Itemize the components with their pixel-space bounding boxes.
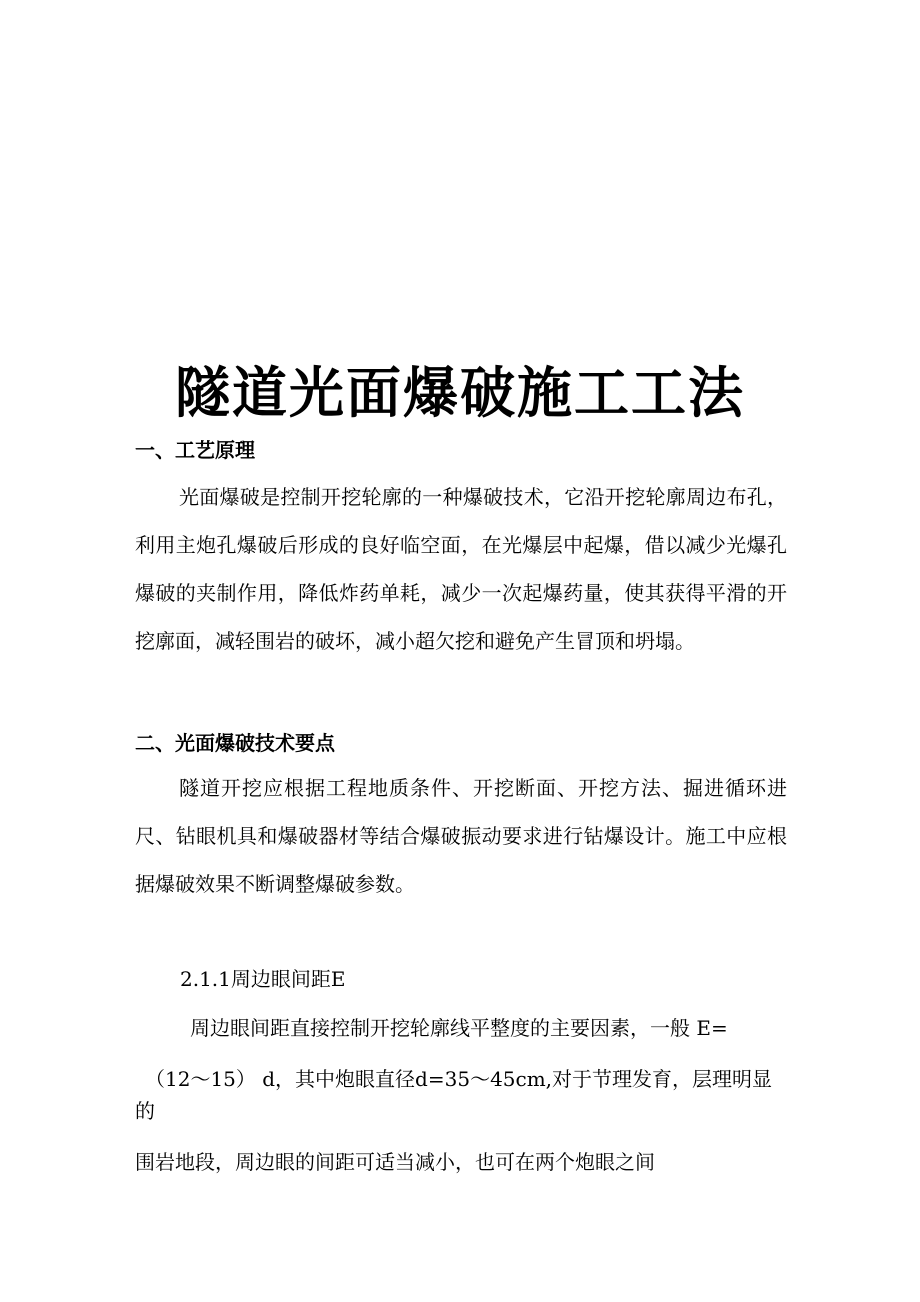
section-2-heading: 二、光面爆破技术要点 <box>135 731 335 755</box>
subsection-line-3: 的 <box>135 1099 155 1123</box>
section-1-heading: 一、工艺原理 <box>135 438 255 462</box>
document-title: 隧道光面爆破施工工法 <box>174 361 745 425</box>
subsection-line-2: （12〜15） d，其中炮眼直径d=35〜45cm,对于节理发育，层理明显 <box>145 1067 773 1091</box>
section-2-body: 隧道开挖应根据工程地质条件、开挖断面、开挖方法、掘进循环进尺、钻眼机具和爆破器材等结合爆破振动要求进行钻爆设计。施工中应根据爆破效果不断调整爆破参数。 <box>135 776 787 896</box>
subsection-heading: 2.1.1周边眼间距E <box>180 967 346 991</box>
subsection-line-4: 围岩地段，周边眼的间距可适当减小，也可在两个炮眼之间 <box>135 1150 655 1174</box>
section-1-body: 光面爆破是控制开挖轮廓的一种爆破技术，它沿开挖轮廓周边布孔，利用主炮孔爆破后形成的良好临空面，在光爆层中起爆，借以减少光爆孔爆破的夹制作用，降低炸药单耗，减少一次起爆药量，使其获得平滑的开挖廓面，减轻围岩的破坏，减小超欠挖和避免产生冒顶和坍塌。 <box>135 485 787 653</box>
subsection-line-1: 周边眼间距直接控制开挖轮廓线平整度的主要因素，一般 E= <box>190 1016 728 1040</box>
